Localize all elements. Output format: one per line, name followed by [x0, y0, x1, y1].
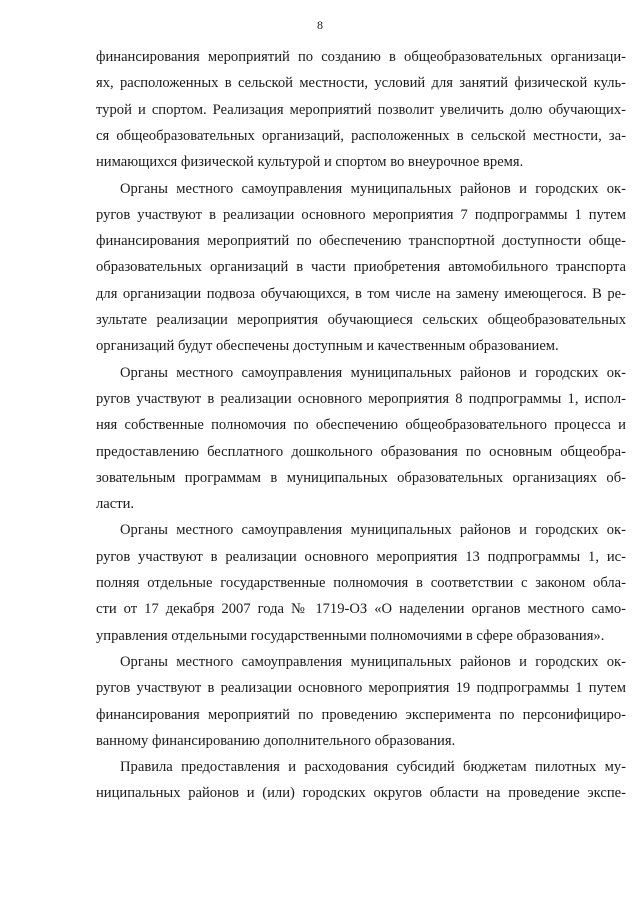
- text-line: сти от 17 декабря 2007 года № 1719-ОЗ «О наделении органов местного само-: [96, 601, 626, 618]
- text-line: ругов участвуют в реализации основного мероприятия 13 подпрограммы 1, ис-: [96, 548, 626, 565]
- text-line: нимающихся физической культурой и спортом во внеурочное время.: [96, 154, 524, 171]
- text-line: Органы местного самоуправления муниципальных районов и городских ок-: [120, 522, 626, 539]
- text-line: ниципальных районов и (или) городских округов области на проведение экспе-: [96, 785, 626, 802]
- text-line: зовательным программам в муниципальных образовательных организациях об-: [96, 469, 626, 486]
- text-line: ся общеобразовательных организаций, расположенных в сельской местности, за-: [96, 127, 626, 144]
- text-line: ванному финансированию дополнительного образования.: [96, 732, 456, 749]
- text-line: Органы местного самоуправления муниципальных районов и городских ок-: [120, 364, 626, 381]
- text-line: ях, расположенных в сельской местности, условий для занятий физической куль-: [96, 75, 626, 92]
- text-line: ласти.: [96, 496, 135, 513]
- text-line: полняя отдельные государственные полномочия в соответствии с законом обла-: [96, 575, 626, 591]
- page-number: 8: [317, 18, 323, 32]
- text-line: ругов участвуют в реализации основного мероприятия 19 подпрограммы 1 путем: [96, 680, 626, 697]
- text-line: турой и спортом. Реализация мероприятий позволит увеличить долю обучающих-: [96, 101, 626, 118]
- text-line: финансирования мероприятий по обеспечению транспортной доступности обще-: [96, 233, 626, 250]
- text-line: Органы местного самоуправления муниципальных районов и городских ок-: [120, 653, 626, 670]
- text-line: предоставлению бесплатного дошкольного образования по основным общеобра-: [96, 443, 626, 460]
- text-line: ругов участвуют в реализации основного мероприятия 8 подпрограммы 1, испол-: [96, 390, 626, 407]
- text-line: зультате реализации мероприятия обучающиеся сельских общеобразовательных: [96, 312, 626, 328]
- text-line: управления отдельными государственными полномочиями в сфере образования».: [96, 627, 605, 644]
- text-line: для организации подвоза обучающихся, в том числе на замену имеющегося. В ре-: [96, 285, 626, 302]
- text-line: Органы местного самоуправления муниципальных районов и городских ок-: [120, 180, 626, 197]
- text-line: финансирования мероприятий по проведению эксперимента по персонифициро-: [96, 706, 626, 723]
- text-line: Правила предоставления и расходования субсидий бюджетам пилотных му-: [120, 759, 626, 776]
- text-line: финансирования мероприятий по созданию в общеобразовательных организаци-: [96, 49, 626, 65]
- text-line: ругов участвуют в реализации основного мероприятия 7 подпрограммы 1 путем: [96, 206, 626, 223]
- text-line: образовательных организаций в части приобретения автомобильного транспорта: [96, 259, 626, 276]
- text-line: организаций будут обеспечены доступным и качественным образованием.: [96, 338, 559, 355]
- text-line: няя собственные полномочия по обеспечению общеобразовательного процесса и: [96, 417, 626, 434]
